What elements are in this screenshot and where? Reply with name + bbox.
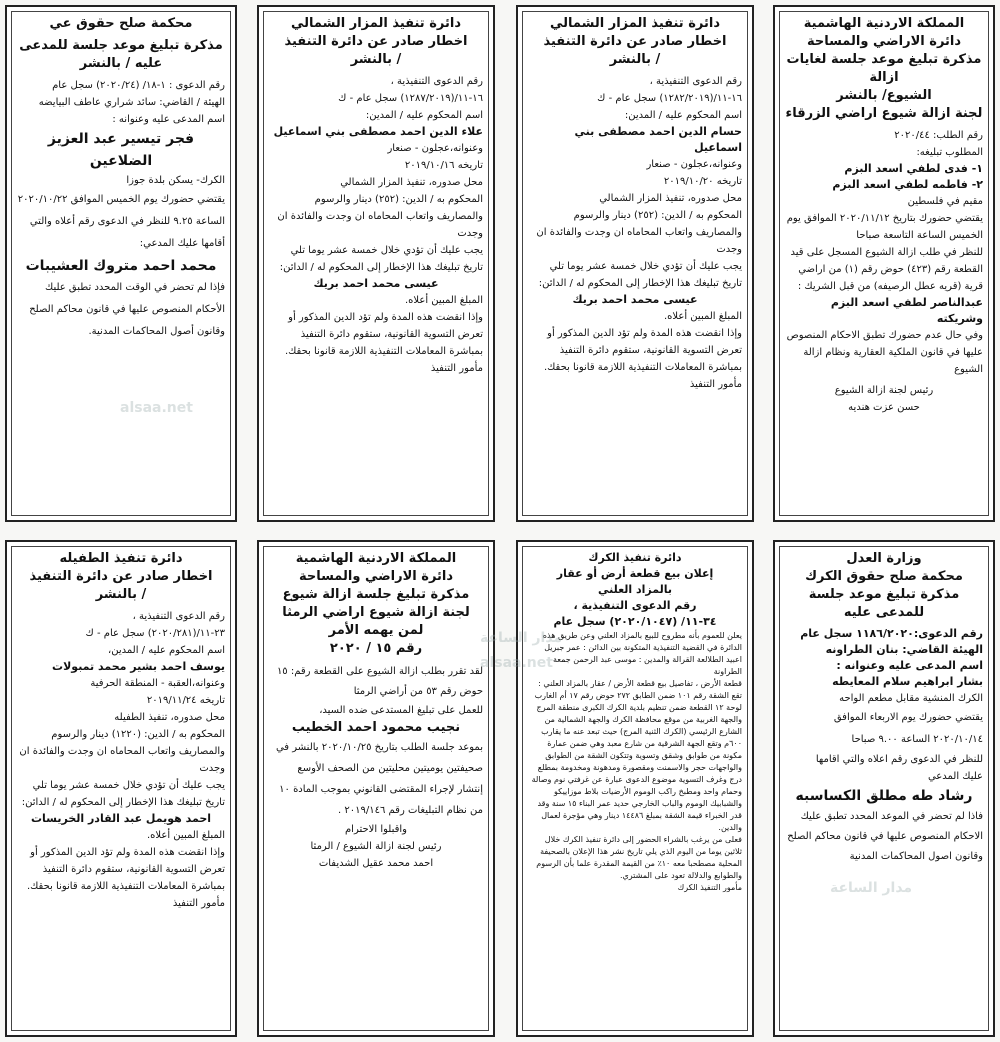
person-name: ٢- فاطمه لطفي اسعد البزم xyxy=(832,178,983,191)
heading: المملكة الاردنية الهاشمية xyxy=(803,16,965,31)
heading: اخطار صادر عن دائرة التنفيذ xyxy=(284,34,468,49)
notice-mazar-enforcement-2 xyxy=(257,5,495,522)
issuer: محل صدوره، تنفيذ الطفيله xyxy=(114,712,225,723)
address: وعنوانه،عجلون - صنعار xyxy=(646,159,742,170)
person-name: ١- فدى لطفي اسعد البزم xyxy=(844,162,983,175)
address: مقيم في فلسطين xyxy=(907,196,983,207)
request-number: رقم الطلب: ٢٠٢٠/٤٤ xyxy=(894,130,983,141)
person-name: رشاد طه مطلق الكساسبه xyxy=(795,788,973,804)
paragraph: المحكوم به / الدين: (٢٥٢) دينار والرسوم والمصاريف واتعاب المحاماه ان وجدت والفائدة ان وجدت xyxy=(277,194,483,239)
heading: محكمة صلح حقوق عي xyxy=(49,16,193,31)
case-number: ٣٤-١١/ (٢٠٢٠/١٠٤٧) سجل عام xyxy=(553,615,717,628)
paragraph: يجب عليك أن تؤدي خلال خمسة عشر يوما تلي تاريخ تبليغك هذا الإخطار إلى المحكوم له / الدائن: xyxy=(538,261,742,289)
paragraph: المبلغ المبين أعلاه. xyxy=(147,830,225,841)
address: الكرك المنشية مقابل مطعم الواحه xyxy=(839,693,983,704)
paragraph: وإذا انقضت هذه المدة ولم تؤد الدين المذكور أو تعرض التسوية القانونية، ستقوم دائرة التنفيذ بمباشرة المعاملات التنفيذية اللازمة قانونا بحقك. xyxy=(543,328,742,373)
case-number: ١٦-١١/(١٢٨٧/٢٠١٩) سجل عام - ك xyxy=(338,93,483,104)
date: تاريخه ٢٠١٩/١١/٢٤ xyxy=(146,695,225,706)
person-name: يوسف احمد بشير محمد تمبولات xyxy=(52,660,225,673)
person-name: احمد هويمل عبد القادر الخريسات xyxy=(30,812,212,825)
heading: دائرة الاراضي والمساحة xyxy=(806,34,962,49)
heading: لجنة ازالة شيوع اراضي الرمثا xyxy=(282,605,470,620)
heading: دائرة تنفيذ المزار الشمالي xyxy=(550,16,720,31)
judge: الهيئة / القاضي: سائد شراري عاطف البيايضه xyxy=(38,97,225,108)
paragraph: يعلن للعموم بأنه مطروح للبيع بالمزاد العلني وعن طريق هذه الدائرة في القضية التنفيذية المتكونة بين الدائن : عمر جبريل اعبيد الطلالعة القرالة والمدين : موسى عبد الرحمن جمعة الطراونة xyxy=(542,631,742,676)
heading: / بالنشر xyxy=(609,52,661,67)
date: تاريخه ٢٠١٩/١٠/٢٠ xyxy=(663,176,742,187)
heading: لجنة ازالة شيوع اراضي الزرقاء xyxy=(785,106,983,121)
paragraph: للنظر في طلب ازالة الشيوع المسجل على قيد القطعة رقم (٤٢٣) حوض رقم (١) من اراضي قرية (قريه عطل الرصيفه) من قبل الشريك : xyxy=(790,247,983,292)
person-name: محمد احمد متروك العشيبات xyxy=(25,258,217,274)
address: وعنوانه،عجلون - صنعار xyxy=(387,143,483,154)
heading: عليه / بالنشر xyxy=(79,56,163,71)
signature: مأمور التنفيذ xyxy=(689,379,742,390)
person-name: نجيب محمود احمد الخطيب xyxy=(291,720,461,735)
address: وعنوانه،العقبة - المنطقة الحرفية xyxy=(90,678,225,689)
notice-land-dept-ramtha xyxy=(257,540,495,1037)
paragraph: وإذا انقضت هذه المدة ولم تؤد الدين المذكور أو تعرض التسوية القانونية، ستقوم دائرة التنفيذ بمباشرة المعاملات التنفيذية اللازمة قانونا بحقك. xyxy=(26,847,225,892)
paragraph: المبلغ المبين أعلاه. xyxy=(405,295,483,306)
heading: مذكرة تبليغ موعد جلسة للمدعى عليه xyxy=(808,587,960,620)
heading: دائرة تنفيذ المزار الشمالي xyxy=(291,16,461,31)
label: عليك المدعي xyxy=(927,771,983,782)
case-number: رقم الدعوى:١١٨٦/٢٠٢٠ سجل عام xyxy=(800,627,983,640)
person-name: بشار ابراهيم سلام المعايطه xyxy=(832,675,983,688)
paragraph: فاذا لم تحضر في الموعد المحدد تطبق عليك الاحكام المنصوص عليها في قانون محاكم الصلح وقانون اصول المحاكمات المدنية xyxy=(787,811,983,862)
paragraph: يجب عليك أن تؤدي خلال خمسة عشر يوما تلي تاريخ تبليغك هذا الإخطار إلى المحكوم له / الدائن: xyxy=(279,245,483,273)
heading: مذكرة تبليغ موعد جلسة للمدعى xyxy=(19,38,223,53)
heading: / بالنشر xyxy=(95,587,147,602)
label: رقم الدعوى التنفيذية ، xyxy=(390,76,483,87)
heading: بالمزاد العلني xyxy=(597,583,673,596)
label: اسم المحكوم عليه / المدين: xyxy=(624,110,742,121)
person-name: عيسى محمد احمد بريك xyxy=(572,293,698,306)
address: الكرك- يسكن بلدة جوزا xyxy=(126,175,225,186)
paragraph: فإذا لم تحضر في الوقت المحدد تطبق عليك الأحكام المنصوص عليها في قانون محاكم الصلح وقانون أصول المحاكمات المدنية. xyxy=(29,282,225,337)
paragraph: للنظر في الدعوى رقم اعلاه والتي اقامها xyxy=(815,754,983,765)
paragraph: وإذا انقضت هذه المدة ولم تؤد الدين المذكور أو تعرض التسوية القانونية، ستقوم دائرة التنفيذ بمباشرة المعاملات التنفيذية اللازمة قانونا بحقك. xyxy=(284,312,483,357)
person-name: فجر تيسير عبد العزيز الضلاعين xyxy=(47,131,195,169)
label: اسم المحكوم عليه / المدين، xyxy=(108,645,225,656)
paragraph: المحكوم به / الدين: (٢٥٢) دينار والرسوم والمصاريف واتعاب المحاماه ان وجدت والفائدة ان وجدت xyxy=(536,210,742,255)
paragraph: يقتضي حضورك يوم الخميس الموافق ٢٠٢٠/١٠/٢٢ الساعة ٩.٢٥ للنظر في الدعوى رقم أعلاه والتي أقامها عليك المدعي: xyxy=(17,194,225,249)
label: اسم المحكوم عليه / المدين: xyxy=(365,110,483,121)
label: اسم المدعى عليه وعنوانه : xyxy=(836,659,983,672)
paragraph: بموعد جلسة الطلب بتاريخ ٢٠٢٠/١٠/٢٥ بالنشر في صحيفتين يوميتين محليتين من الصحف الأوسع إنتشار لإجراء المقتضى القانوني بموجب المادة ١٠ من نظام التبليغات رقم ٢٠١٩/١٤٦ . xyxy=(275,742,483,816)
heading: / بالنشر xyxy=(350,52,402,67)
heading: لمن يهمه الأمر xyxy=(328,623,424,638)
notice-tafila-enforcement xyxy=(5,540,237,1037)
notice-ain-court xyxy=(5,5,237,522)
person-name: عبدالناصر لطفي اسعد البزم وشريكته xyxy=(830,296,983,325)
heading: رقم الدعوى التنفيذية ، xyxy=(573,599,697,612)
heading: الشيوع/ بالنشر xyxy=(836,88,932,103)
heading: محكمة صلح حقوق الكرك xyxy=(805,569,963,584)
heading: دائرة تنفيذ الكرك xyxy=(588,551,682,564)
paragraph: تقع الشقة رقم ١٠١ ضمن الطابق ٢٧٢ حوض رقم ١٧ أم الغارب لوحة ١٢ القطعة ضمن تنظيم بلدية الكرك الكبرى منطقة المرج والجهة الغربية من موقع محافظة الكرك والجهة الشمالية من الشارع الرئيسي (الكرك الثنية المرج) حيث تبعد عنه ما يقارب ٦٠٠م وتقع الجهة الشرقية من شارع معبد وهي ضمن عمارة مكونة من طوابق وشقق وتسوية وتتكون الشقة من الطوابق والواجهات حجر والاسمنت ومقصورة ومدهونة ومخدومة بمطلع درج وغرف التسوية موضوع الدعوى عبارة عن غرفتي نوم وصالة وحمام واحد ومطبخ راكب الوموم الأرضيات بلاط موزاييكو والشبابيك الوموم والباب الخارجي حديد عمر البناء ١٥ سنة وقد قدر الخبراء قيمة الشقة بمبلغ ١٤٤٨٦ دينار وهي مؤجرة لعمال والدين. xyxy=(531,691,742,832)
signature: مأمور التنفيذ xyxy=(430,363,483,374)
signature-title: رئيس لجنة ازالة الشيوع xyxy=(834,385,934,396)
heading: مذكرة تبليغ جلسة ازالة شيوع xyxy=(282,587,470,602)
watermark: alsaa.net xyxy=(480,655,553,671)
case-number: رقم الدعوى : ١-١٨/ (٢٠٢٠/٢٤) سجل عام xyxy=(52,80,225,91)
paragraph: وفي حال عدم حضورك تطبق الاحكام المنصوص عليها في قانون الملكية العقارية ونظام ازالة الشيوع xyxy=(786,330,983,375)
paragraph: يقتضي حضورك بتاريخ ٢٠٢٠/١١/١٢ الموافق يوم الخميس الساعة التاسعة صباحا xyxy=(786,213,983,241)
signature-name: حسن عزت هنديه xyxy=(848,402,920,413)
notice-land-dept-zarqa xyxy=(773,5,995,522)
signature: مأمور التنفيذ xyxy=(172,898,225,909)
label: رقم الدعوى التنفيذية ، xyxy=(649,76,742,87)
person-name: حسام الدين احمد مصطفى بني اسماعيل xyxy=(574,125,742,154)
paragraph: فعلى من يرغب بالشراء الحضور إلى دائرة تنفيذ الكرك خلال ثلاثين يوما من اليوم الذي يلي تاريخ نشر هذا الإعلان بالصحيفة المحلية مصطحبا معه ١٠٪ من القيمة المقدرة علما بأن الرسوم والطوابع والدلالة تعود على المشتري. xyxy=(536,835,742,880)
notice-mazar-enforcement-1 xyxy=(516,5,754,522)
paragraph: المبلغ المبين أعلاه. xyxy=(664,311,742,322)
heading: وزارة العدل xyxy=(846,551,922,566)
heading: مذكرة تبليغ موعد جلسة لغايات ازالة xyxy=(786,52,982,85)
watermark: alsaa.net xyxy=(120,400,193,416)
label: اسم المدعى عليه وعنوانه : xyxy=(112,114,225,125)
person-name: عيسى محمد احمد بريك xyxy=(313,277,439,290)
watermark: مدار الساعة xyxy=(480,630,563,646)
notice-karak-court xyxy=(773,540,995,1037)
heading: دائرة تنفيذ الطفيله xyxy=(59,551,183,566)
heading: اخطار صادر عن دائرة التنفيذ xyxy=(543,34,727,49)
issuer: محل صدوره، تنفيذ المزار الشمالي xyxy=(340,177,483,188)
date: تاريخه ٢٠١٩/١٠/١٦ xyxy=(404,160,483,171)
paragraph: يقتضي حضورك يوم الاربعاء الموافق ٢٠٢٠/١٠/١٤ الساعة ٩.٠٠ صباحا xyxy=(833,712,983,745)
watermark: مدار الساعة xyxy=(830,880,913,896)
signature-title: رئيس لجنة ازالة الشيوع / الرمثا xyxy=(310,841,442,852)
signature: مأمور التنفيذ الكرك xyxy=(677,883,742,892)
heading: دائرة الاراضي والمساحة xyxy=(298,569,454,584)
heading: المملكة الاردنية الهاشمية xyxy=(295,551,457,566)
heading: إعلان بيع قطعة أرض أو عقار xyxy=(556,567,714,580)
signature-name: احمد محمد عقيل الشديفات xyxy=(318,858,434,869)
label: رقم الدعوى التنفيذية ، xyxy=(132,611,225,622)
notice-karak-auction xyxy=(516,540,754,1037)
judge: الهيئة القاضي: بنان الطراونه xyxy=(825,643,983,656)
paragraph: قطعة الأرض ، تفاصيل بيع قطعة الأرض / عقار بالمزاد العلني : xyxy=(538,679,742,688)
request-number: رقم ١٥ / ٢٠٢٠ xyxy=(329,641,423,656)
paragraph: للعمل على تبليغ المستدعى ضده السيد، xyxy=(319,705,483,716)
paragraph: يجب عليك أن تؤدي خلال خمسة عشر يوما تلي تاريخ تبليغك هذا الإخطار إلى المحكوم له / الدائن: xyxy=(21,780,225,808)
person-name: علاء الدين احمد مصطفى بني اسماعيل xyxy=(273,125,483,138)
heading: اخطار صادر عن دائرة التنفيذ xyxy=(29,569,213,584)
closing: واقبلوا الاحترام xyxy=(344,824,407,835)
issuer: محل صدوره، تنفيذ المزار الشمالي xyxy=(599,193,742,204)
label: المطلوب تبليغه: xyxy=(916,147,983,158)
paragraph: لقد تقرر بطلب ازالة الشيوع على القطعة رقم: ١٥ حوض رقم ٥٣ من أراضي الرمثا xyxy=(276,666,483,697)
paragraph: المحكوم به / الدين: (١٢٢٠) دينار والرسوم والمصاريف واتعاب المحاماه ان وجدت والفائدة ان وجدت xyxy=(19,729,225,774)
case-number: ١٦-١١/(١٢٨٢/٢٠١٩) سجل عام - ك xyxy=(597,93,742,104)
case-number: ٢٣-١١/(٢٠٢٠/٢٨١) سجل عام - ك xyxy=(85,628,225,639)
